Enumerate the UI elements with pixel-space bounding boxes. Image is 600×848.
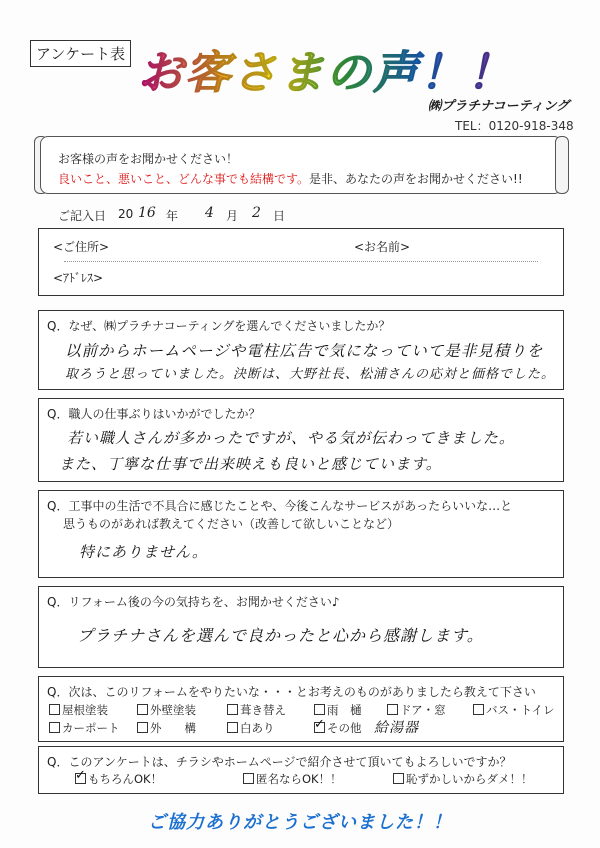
name-label: <お名前> <box>354 240 411 254</box>
q5-option-reroof[interactable] <box>227 702 286 718</box>
q5-question: Q．次は、このリフォームをやりたいな・・・とお考えのものがありましたら教えて下さい <box>47 685 536 699</box>
q4-box <box>38 586 564 668</box>
intro-line-2 <box>58 170 523 187</box>
q5-option-label: カーポート <box>62 721 120 735</box>
q5-option-label: 白あり <box>240 721 275 735</box>
intro-line-1: お客様の声をお聞かせください！ <box>58 152 239 166</box>
q3-question-line-1: Q．工事中の生活で不具合に感じたことや、今後こんなサービスがあったらいいな…と <box>47 499 513 513</box>
survey-tag: アンケート表 <box>30 40 131 67</box>
checkbox-icon[interactable] <box>137 722 148 733</box>
q6-options-row <box>75 771 555 787</box>
email-label: <ｱﾄﾞﾚｽ> <box>53 271 104 285</box>
q5-option-exterior[interactable] <box>137 720 196 736</box>
intro-red-text: 良いこと、悪いこと、どんな事でも結構です。 <box>58 172 310 186</box>
checkbox-icon[interactable] <box>227 704 238 715</box>
checkbox-icon[interactable] <box>387 704 398 715</box>
q5-options-row-1 <box>49 702 559 718</box>
q5-option-label: ドア・窓 <box>400 703 446 717</box>
checkbox-checked-icon[interactable] <box>314 722 325 733</box>
q5-option-roof-paint[interactable] <box>49 702 108 718</box>
intro-rest-text: 是非、あなたの声をお聞かせください!! <box>309 172 523 186</box>
q4-answer: プラチナさんを選んで良かったと心から感謝します。 <box>77 626 484 645</box>
checkbox-icon[interactable] <box>49 704 60 715</box>
checkbox-icon[interactable] <box>393 773 404 784</box>
checkbox-icon[interactable] <box>473 704 484 715</box>
checkbox-icon[interactable] <box>49 722 60 733</box>
q1-answer-line-1: 以前からホームページや電柱広告で気になっていて是非見積りを <box>65 342 544 360</box>
q5-option-label: 葺き替え <box>240 703 286 717</box>
date-row <box>58 207 358 225</box>
checkbox-icon[interactable] <box>243 773 254 784</box>
q5-option-label: バス・トイレ <box>486 703 555 717</box>
date-day: 2 <box>252 205 261 221</box>
checkbox-icon[interactable] <box>227 722 238 733</box>
checkbox-checked-icon[interactable] <box>75 773 86 784</box>
date-day-label: 日 <box>273 209 286 223</box>
q5-option-wall-paint[interactable] <box>137 702 196 718</box>
q6-option-ok[interactable] <box>75 771 162 787</box>
q1-box <box>38 310 564 390</box>
q6-question: Q．このアンケートは、チラシやホームページで紹介させて頂いてもよろしいですか？ <box>47 755 512 769</box>
q5-option-carport[interactable] <box>49 720 120 736</box>
q1-answer-line-2: 取ろうと思っていました。決断は、大野社長、松浦さんの応対と価格でした。 <box>65 367 556 382</box>
address-label: <ご住所> <box>53 240 110 254</box>
q5-other-value: 給湯器 <box>374 720 419 736</box>
company-name: ㈱プラチナコーティング <box>428 99 570 114</box>
date-month-label: 月 <box>226 209 239 223</box>
q6-option-anonymous[interactable] <box>243 771 342 787</box>
q2-answer-line-1: 若い職人さんが多かったですが、やる気が伝わってきました。 <box>67 429 515 447</box>
q5-option-label: 外 構 <box>150 721 196 735</box>
checkbox-icon[interactable] <box>314 704 325 715</box>
customer-info-box <box>38 228 564 296</box>
q2-box <box>38 398 564 482</box>
page-title: お客さまの声！！ <box>138 36 514 101</box>
q5-options-row-2 <box>49 720 559 736</box>
q6-option-label: 恥ずかしいからダメ！！ <box>406 772 533 786</box>
q1-question: Q．なぜ、㈱プラチナコーティングを選んでくださいましたか？ <box>47 319 391 333</box>
q6-option-label: 匿名ならOK！！ <box>256 772 342 786</box>
date-year: 16 <box>138 205 156 221</box>
thanks-message: ご協力ありがとうございました！！ <box>148 812 452 833</box>
q5-option-gutter[interactable] <box>314 702 362 718</box>
q3-box <box>38 490 564 578</box>
q5-option-label: その他 <box>327 721 362 735</box>
q5-option-label: 屋根塗装 <box>62 703 108 717</box>
q5-option-termite[interactable] <box>227 720 275 736</box>
q5-option-label: 外壁塗装 <box>150 703 196 717</box>
q6-option-no[interactable] <box>393 771 533 787</box>
q5-option-door-window[interactable] <box>387 702 446 718</box>
q6-option-label: もちろんOK！ <box>88 772 163 786</box>
checkbox-icon[interactable] <box>137 704 148 715</box>
q4-question: Q．リフォーム後の今の気持ちを、お聞かせください♪ <box>47 595 340 609</box>
date-year-label: 年 <box>166 209 179 223</box>
scroll-right-roll <box>555 136 569 194</box>
date-label: ご記入日 <box>58 209 107 223</box>
q3-answer: 特にありません。 <box>79 543 208 561</box>
q3-question-line-2: 思うものがあれば教えてください（改善して欲しいことなど） <box>63 517 400 531</box>
date-era: 20 <box>118 207 134 221</box>
customer-divider <box>64 261 538 262</box>
q5-box <box>38 676 564 742</box>
date-month: 4 <box>205 205 214 221</box>
q6-box <box>38 746 564 794</box>
q5-option-label: 雨 樋 <box>327 703 362 717</box>
company-tel: TEL：0120-918-348 <box>455 119 574 133</box>
q5-option-bath-toilet[interactable] <box>473 702 554 718</box>
q2-answer-line-2: また、丁寧な仕事で出来映えも良いと感じています。 <box>59 455 442 473</box>
q2-question: Q．職人の仕事ぶりはいかがでしたか？ <box>47 407 261 421</box>
q5-option-other[interactable] <box>314 720 362 736</box>
